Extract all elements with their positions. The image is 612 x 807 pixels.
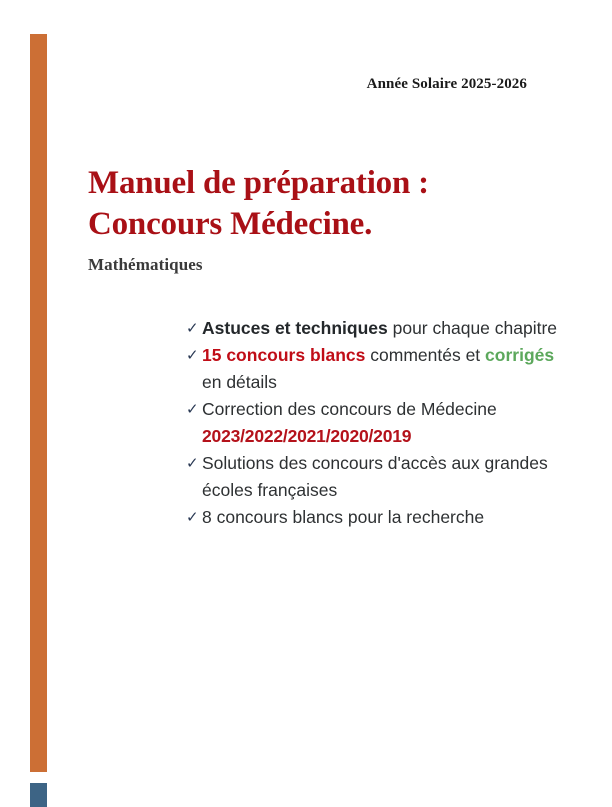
title-block [88,163,568,276]
feature-text: 15 concours blancs commentés et corrigés en détails [202,345,555,392]
check-icon: ✓ [186,320,199,337]
feature-list-item [186,450,568,504]
feature-subline-years: 2023/2022/2021/2020/2019 [202,426,412,446]
feature-emphasis-secondary: corrigés [485,345,555,365]
subject-subtitle: Mathématiques [88,255,203,274]
check-icon: ✓ [186,455,199,472]
feature-text: Astuces et techniques pour chaque chapitre [202,318,558,338]
page-title-line-2: Concours Médecine. [88,206,373,242]
feature-emphasis: Astuces et techniques [202,318,388,338]
feature-text: 8 concours blancs pour la recherche [202,507,485,527]
feature-list-item [186,342,568,396]
feature-list [186,315,568,531]
feature-emphasis: 15 concours blancs [202,345,366,365]
feature-text: Solutions des concours d'accès aux grandes écoles françaises [202,453,548,500]
check-icon: ✓ [186,401,199,418]
page-title-line-1: Manuel de préparation : [88,165,429,201]
check-icon: ✓ [186,509,199,526]
academic-year-header: Année Solaire 2025-2026 [366,76,527,92]
check-icon: ✓ [186,347,199,364]
feature-text: Correction des concours de Médecine [202,399,497,419]
left-accent-bar-blue [30,783,47,807]
left-accent-bar-orange [30,34,47,772]
feature-list-item [186,504,568,531]
feature-list-item [186,396,568,450]
feature-list-item [186,315,568,342]
